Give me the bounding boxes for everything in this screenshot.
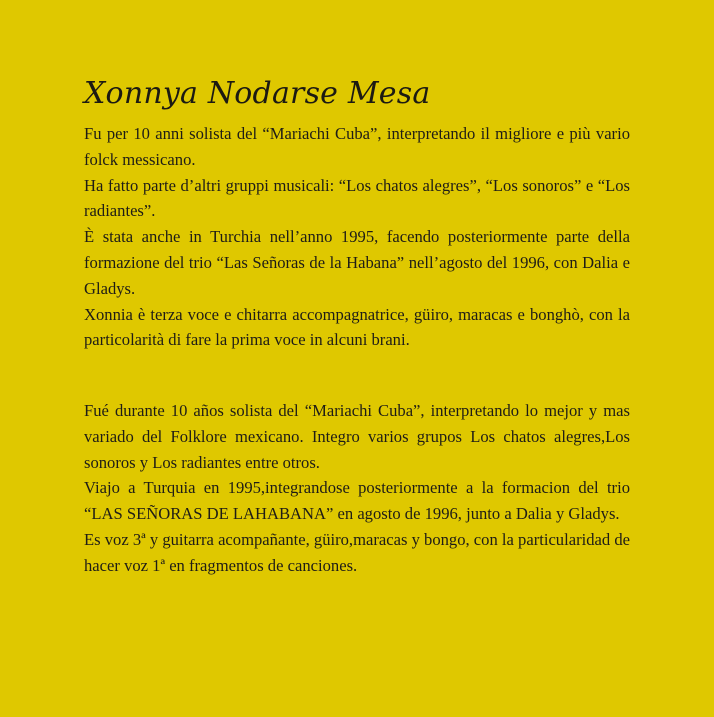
spanish-paragraph-2: Viajo a Turquia en 1995,integrandose posteriormente a la formacion del trio “LAS SEÑORAS DE LAHABANA” en agosto de 1996, junto a Dalia y Gladys. [84,478,630,524]
italian-paragraph-3: È stata anche in Turchia nell’anno 1995, facendo posteriormente parte della formazione del trio “Las Señoras de la Habana” nell’agosto del 1996, con Dalia e Gladys. [84,227,630,298]
italian-paragraph-4: Xonnia è terza voce e chitarra accompagnatrice, güiro, maracas e bonghò, con la particolarità di fare la prima voce in alcuni brani. [84,304,630,350]
spanish-text-block [84,398,630,579]
italian-paragraph-2: Ha fatto parte d’altri gruppi musicali: “Los chatos alegres”, “Los sonoros” e “Los radiantes”. [84,175,630,221]
spanish-paragraph-3: Es voz 3ª y guitarra acompañante, güiro,maracas y bongo, con la particularidad de hacer voz 1ª en fragmentos de canciones. [84,529,630,575]
spanish-paragraph-1: Fué durante 10 años solista del “Mariachi Cuba”, interpretando lo mejor y mas variado del Folklore mexicano. Integro varios grupos Los chatos alegres,Los sonoros y Los radiantes entre otros. [84,401,630,472]
italian-paragraph-1: Fu per 10 anni solista del “Mariachi Cuba”, interpretando il migliore e più vario folck messicano. [84,124,630,169]
italian-text-block [84,121,630,353]
page-title: Xonnya Nodarse Mesa [84,76,431,111]
